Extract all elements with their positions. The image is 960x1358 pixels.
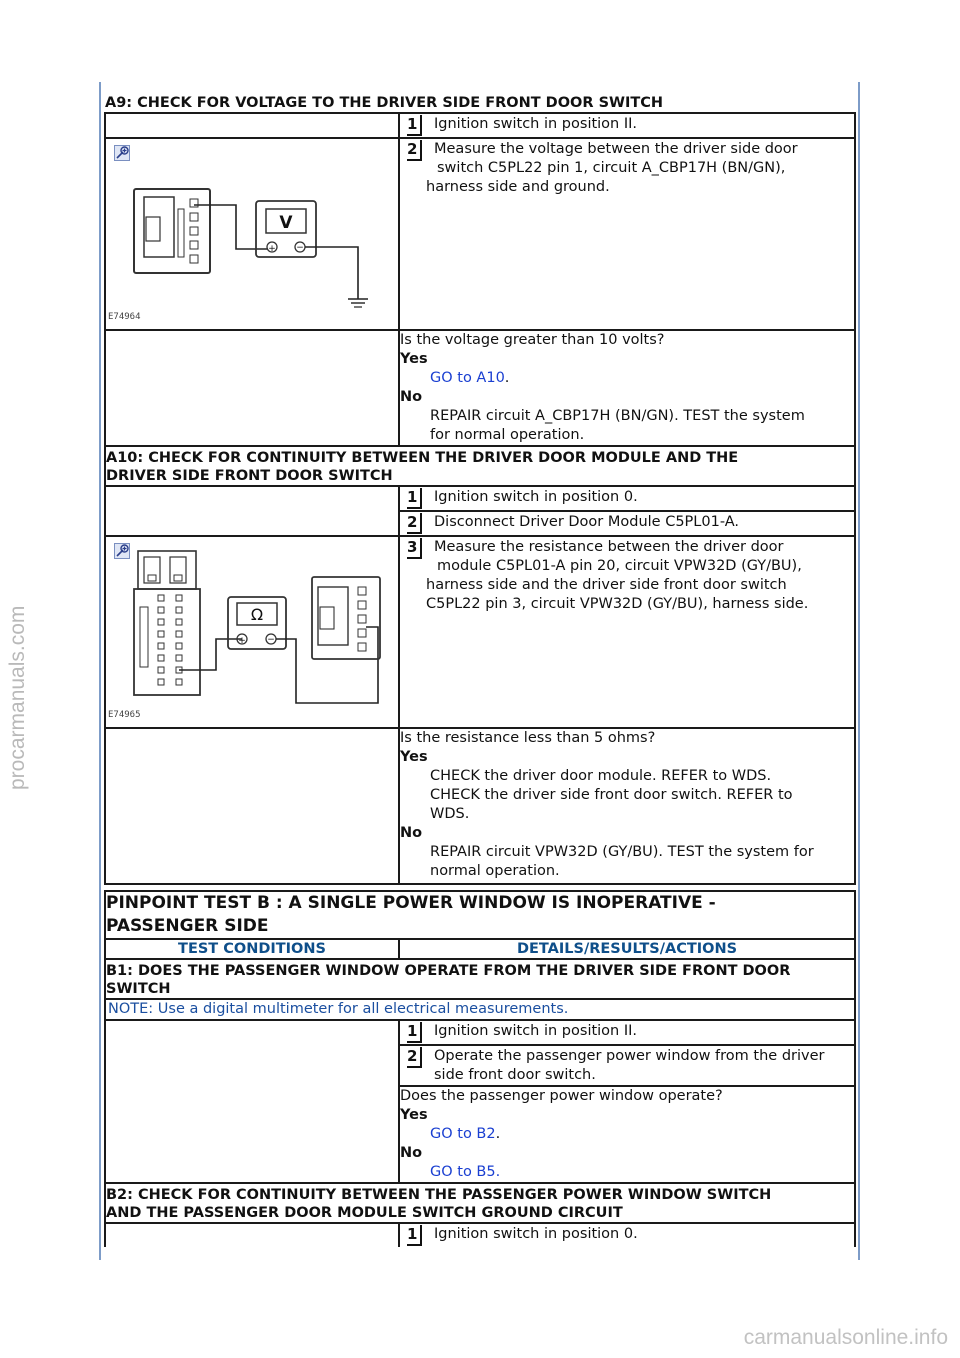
svg-text:−: − [296, 243, 304, 253]
b1-title: B1: DOES THE PASSENGER WINDOW OPERATE FROM THE DRIVER SIDE FRONT DOOR SWITCH [105, 959, 855, 999]
meter-letter: V [279, 213, 293, 233]
no-action: REPAIR circuit A_CBP17H (BN/GN). TEST the system for normal operation. [430, 408, 805, 443]
a10-resistance-diagram [105, 536, 399, 728]
step-number: 2 [407, 513, 422, 534]
no-label: No [400, 825, 423, 841]
a9-step1 [399, 113, 855, 138]
svg-text:−: − [267, 635, 275, 645]
yes-label: Yes [400, 351, 428, 367]
a9-title: A9: CHECK FOR VOLTAGE TO THE DRIVER SIDE FRONT DOOR SWITCH [105, 94, 855, 113]
b2-empty-cell [105, 1223, 399, 1247]
resistance-test-schematic [106, 537, 396, 725]
a10-results [399, 728, 855, 884]
a9-voltage-diagram [105, 138, 399, 330]
step-number: 1 [407, 488, 422, 509]
goto-b5-link[interactable]: GO to B5 [430, 1164, 496, 1180]
goto-b2-link[interactable]: GO to B2 [430, 1126, 496, 1142]
step-text: Ignition switch in position II. [434, 1023, 638, 1039]
a9-results: Is the voltage greater than 10 volts? Yes GO to A10. No REPAIR circuit A_CBP17H (BN/GN). TEST the system for normal operation. [399, 330, 855, 446]
step-number: 2 [407, 140, 422, 161]
margin-line-right [858, 82, 860, 1260]
question: Is the voltage greater than 10 volts? [400, 332, 665, 348]
step-text: Ignition switch in position 0. [434, 1226, 638, 1242]
b1-results: Does the passenger power window operate? Yes GO to B2. No GO to B5. [399, 1086, 855, 1183]
b1-step2 [399, 1045, 855, 1086]
figure-label: E74965 [108, 710, 141, 720]
watermark-procarmanuals: procarmanuals.com [6, 605, 29, 790]
voltage-test-schematic [106, 139, 396, 327]
b1-step1 [399, 1020, 855, 1045]
column-header-details: DETAILS/RESULTS/ACTIONS [399, 939, 855, 959]
watermark-carmanualsonline: carmanualsonline.info [743, 1326, 948, 1349]
a10-step1 [399, 486, 855, 511]
step-number: 1 [407, 1225, 422, 1246]
no-label: No [400, 1145, 423, 1161]
question: Does the passenger power window operate? [400, 1088, 723, 1104]
a10-title: A10: CHECK FOR CONTINUITY BETWEEN THE DRIVER DOOR MODULE AND THE DRIVER SIDE FRONT DOOR SWITCH [105, 446, 855, 486]
column-header-test-conditions: TEST CONDITIONS [105, 939, 399, 959]
b2-step1 [399, 1223, 855, 1247]
multimeter-note: NOTE: Use a digital multimeter for all electrical measurements. [105, 999, 855, 1020]
meter-letter: Ω [250, 605, 264, 624]
step-number: 3 [407, 538, 422, 559]
step-number: 1 [407, 115, 422, 136]
a9-empty-cell [105, 113, 399, 138]
yes-label: Yes [400, 1107, 428, 1123]
step-text: Operate the passenger power window from the driver side front door switch. [434, 1048, 825, 1083]
step-text: Disconnect Driver Door Module C5PL01-A. [434, 514, 740, 530]
margin-line-left [99, 82, 101, 1260]
test-b-title: PINPOINT TEST B : A SINGLE POWER WINDOW IS INOPERATIVE - PASSENGER SIDE [105, 891, 855, 939]
question: Is the resistance less than 5 ohms? [400, 730, 656, 746]
a10-step3 [399, 536, 855, 728]
svg-text:+: + [238, 636, 246, 646]
test-a-block [104, 94, 854, 885]
b1-empty-cell [105, 1020, 399, 1183]
no-label: No [400, 389, 423, 405]
a9-step2 [399, 138, 855, 330]
step-text: Measure the resistance between the driver door module C5PL01-A pin 20, circuit VPW32D (GY/BU), harness side and the driver side front door switch C5PL22 pin 3, circuit VPW32D (GY/BU), harness side. [426, 539, 809, 612]
test-b-block [104, 890, 854, 1247]
test-a-table [104, 94, 856, 885]
a10-step2 [399, 511, 855, 536]
no-action: REPAIR circuit VPW32D (GY/BU). TEST the system for normal operation. [430, 844, 814, 879]
svg-text:+: + [268, 244, 276, 254]
step-number: 2 [407, 1047, 422, 1068]
step-number: 1 [407, 1022, 422, 1043]
step-text: Ignition switch in position II. [434, 116, 638, 132]
yes-label: Yes [400, 749, 428, 765]
a9-empty-cell [105, 330, 399, 446]
step-text: Measure the voltage between the driver side door switch C5PL22 pin 1, circuit A_CBP17H (BN/GN), harness side and ground. [426, 141, 798, 195]
b2-title: B2: CHECK FOR CONTINUITY BETWEEN THE PASSENGER POWER WINDOW SWITCH AND THE PASSENGER DOOR MODULE SWITCH GROUND CIRCUIT [105, 1183, 855, 1223]
figure-label: E74964 [108, 312, 141, 322]
step-text: Ignition switch in position 0. [434, 489, 638, 505]
a10-empty-cell [105, 486, 399, 536]
test-b-table [104, 890, 856, 1247]
a10-empty-cell [105, 728, 399, 884]
goto-a10-link[interactable]: GO to A10 [430, 370, 505, 386]
yes-action: CHECK the driver door module. REFER to WDS. CHECK the driver side front door switch. REFER to WDS. [430, 768, 793, 822]
